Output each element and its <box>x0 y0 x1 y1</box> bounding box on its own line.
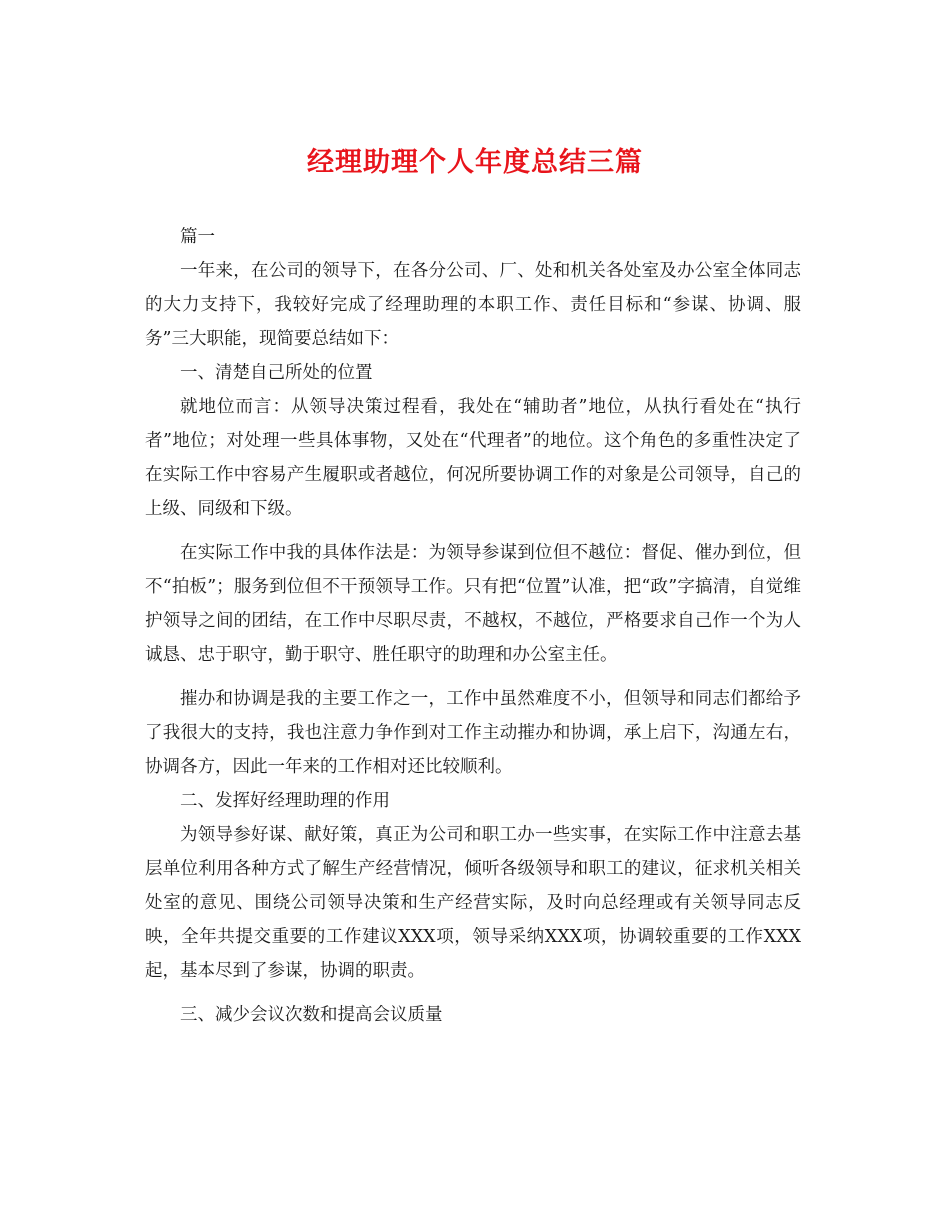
section-heading-part-one: 篇一 <box>180 227 215 247</box>
body-paragraph: 为领导参好谋、献好策，真正为公司和职工办一些实事，在实际工作中注意去基层单位利用各种方式了解生产经营情况，倾听各级领导和职工的建议，征求机关相关处室的意见、围绕公司领导决策和生产经营实际，及时向总经理或有关领导同志反映，全年共提交重要的工作建议XXX项，领导采纳XXX项，协调较重要的工作XXX起，基本尽到了参谋，协调的职责。 <box>145 825 801 981</box>
document-body <box>145 220 801 1032</box>
section-heading-1: 一、清楚自己所处的位置 <box>180 363 373 383</box>
body-paragraph: 在实际工作中我的具体作法是：为领导参谋到位但不越位：督促、催办到位，但不“拍板”；服务到位但不干预领导工作。只有把“位置”认准，把“政”字搞清，自觉维护领导之间的团结，在工作中尽职尽责，不越权，不越位，严格要求自己作一个为人诚恳、忠于职守，勤于职守、胜任职守的助理和办公室主任。 <box>145 543 801 665</box>
body-paragraph: 就地位而言：从领导决策过程看，我处在“辅助者”地位，从执行看处在“执行者”地位；对处理一些具体事物，又处在“代理者”的地位。这个角色的多重性决定了在实际工作中容易产生履职或者越位，何况所要协调工作的对象是公司领导，自己的上级、同级和下级。 <box>145 397 801 519</box>
section-heading-2: 二、发挥好经理助理的作用 <box>180 791 390 811</box>
document-title: 经理助理个人年度总结三篇 <box>307 147 643 178</box>
body-paragraph: 摧办和协调是我的主要工作之一，工作中虽然难度不小，但领导和同志们都给予了我很大的支持，我也注意力争作到对工作主动摧办和协调，承上启下，沟通左右，协调各方，因此一年来的工作相对还比较顺利。 <box>145 689 801 777</box>
section-heading-3: 三、减少会议次数和提高会议质量 <box>180 1005 443 1025</box>
intro-paragraph: 一年来，在公司的领导下，在各分公司、厂、处和机关各处室及办公室全体同志的大力支持下，我较好完成了经理助理的本职工作、责任目标和“参谋、协调、服务”三大职能，现简要总结如下： <box>145 261 801 349</box>
